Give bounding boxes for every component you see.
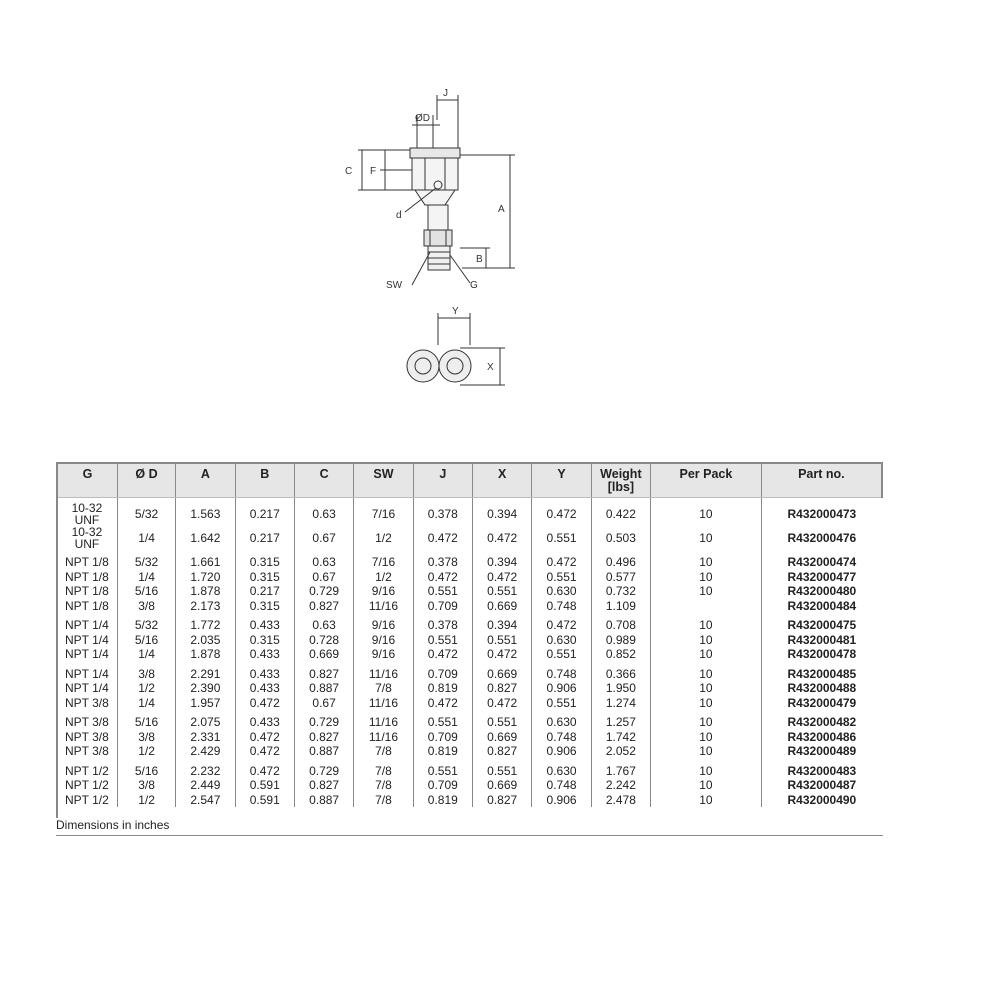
- table-row: [57, 526, 882, 550]
- label-f: F: [370, 166, 377, 177]
- table-row: [57, 570, 882, 585]
- cell-b: 0.472: [235, 759, 294, 779]
- table-row: [57, 759, 882, 779]
- cell-weight: 1.109: [591, 599, 650, 614]
- cell-b: 0.315: [235, 633, 294, 648]
- cell-y: 0.472: [532, 550, 591, 570]
- cell-a: 1.720: [176, 570, 235, 585]
- cell-weight: 0.496: [591, 550, 650, 570]
- label-x: X: [487, 362, 494, 373]
- table-row: [57, 778, 882, 793]
- table-row: [57, 744, 882, 759]
- cell-od: 5/32: [117, 498, 175, 527]
- cell-part-no: R432000477: [761, 570, 882, 585]
- cell-a: 2.390: [176, 681, 235, 696]
- cell-c: 0.827: [294, 599, 353, 614]
- cell-g: NPT 3/8: [65, 744, 109, 758]
- cell-x: 0.827: [473, 793, 532, 808]
- cell-sw: 11/16: [354, 662, 413, 682]
- cell-weight: 2.052: [591, 744, 650, 759]
- label-c: C: [345, 166, 353, 177]
- dimensions-table: [56, 462, 883, 807]
- cell-od: 1/4: [117, 526, 175, 550]
- cell-weight: 0.708: [591, 613, 650, 633]
- cell-per-pack: 10: [651, 744, 762, 759]
- cell-weight: 1.274: [591, 696, 650, 711]
- cell-g: NPT 3/8: [65, 715, 109, 729]
- cell-od: 1/4: [117, 570, 175, 585]
- cell-part-no: R432000475: [761, 613, 882, 633]
- table-row: [57, 662, 882, 682]
- cell-c: 0.827: [294, 778, 353, 793]
- cell-part-no: R432000488: [761, 681, 882, 696]
- table-row: [57, 584, 882, 599]
- table-row: [57, 550, 882, 570]
- cell-b: 0.315: [235, 570, 294, 585]
- cell-j: 0.378: [413, 550, 472, 570]
- cell-sw: 9/16: [354, 584, 413, 599]
- cell-sw: 11/16: [354, 730, 413, 745]
- cell-x: 0.551: [473, 759, 532, 779]
- cell-j: 0.819: [413, 744, 472, 759]
- header-per-pack: Per Pack: [651, 463, 762, 498]
- cell-c: 0.67: [294, 696, 353, 711]
- cell-per-pack: 10: [651, 526, 762, 550]
- cell-weight: 1.950: [591, 681, 650, 696]
- cell-a: 1.661: [176, 550, 235, 570]
- cell-weight: 0.989: [591, 633, 650, 648]
- cell-b: 0.433: [235, 613, 294, 633]
- cell-j: 0.819: [413, 681, 472, 696]
- cell-j: 0.709: [413, 778, 472, 793]
- label-j: J: [443, 88, 448, 99]
- cell-j: 0.709: [413, 599, 472, 614]
- cell-sw: 7/8: [354, 744, 413, 759]
- cell-part-no: R432000473: [761, 498, 882, 527]
- cell-b: 0.433: [235, 710, 294, 730]
- table-row: [57, 599, 882, 614]
- cell-weight: 1.257: [591, 710, 650, 730]
- cell-y: 0.630: [532, 633, 591, 648]
- cell-part-no: R432000486: [761, 730, 882, 745]
- cell-c: 0.887: [294, 744, 353, 759]
- label-g: G: [470, 280, 478, 291]
- cell-per-pack: 10: [651, 550, 762, 570]
- cell-weight: 0.732: [591, 584, 650, 599]
- cell-b: 0.433: [235, 662, 294, 682]
- cell-od: 3/8: [117, 730, 175, 745]
- cell-g: NPT 1/4: [65, 666, 109, 681]
- cell-g: 10-32 UNF: [71, 525, 103, 551]
- cell-j: 0.551: [413, 633, 472, 648]
- cell-g: NPT 3/8: [65, 695, 109, 710]
- cell-per-pack: 10: [651, 681, 762, 696]
- cell-b: 0.591: [235, 793, 294, 808]
- cell-y: 0.748: [532, 778, 591, 793]
- cell-x: 0.551: [473, 633, 532, 648]
- cell-y: 0.630: [532, 759, 591, 779]
- cell-weight: 2.242: [591, 778, 650, 793]
- cell-part-no: R432000489: [761, 744, 882, 759]
- cell-c: 0.669: [294, 647, 353, 662]
- cell-j: 0.472: [413, 570, 472, 585]
- cell-od: 5/32: [117, 550, 175, 570]
- cell-g: NPT 1/8: [65, 569, 109, 584]
- cell-per-pack: 10: [651, 730, 762, 745]
- cell-g: 10-32 UNF: [71, 501, 103, 527]
- fitting-technical-drawing: [330, 85, 530, 395]
- cell-part-no: R432000485: [761, 662, 882, 682]
- cell-sw: 7/8: [354, 759, 413, 779]
- cell-sw: 9/16: [354, 647, 413, 662]
- cell-g: NPT 1/2: [65, 792, 109, 807]
- table-row: [57, 696, 882, 711]
- cell-y: 0.551: [532, 570, 591, 585]
- cell-b: 0.217: [235, 584, 294, 599]
- cell-weight: 0.852: [591, 647, 650, 662]
- cell-weight: 0.503: [591, 526, 650, 550]
- cell-od: 5/32: [117, 613, 175, 633]
- cell-sw: 9/16: [354, 613, 413, 633]
- cell-y: 0.906: [532, 793, 591, 808]
- cell-y: 0.748: [532, 662, 591, 682]
- label-a: A: [498, 204, 505, 215]
- cell-j: 0.472: [413, 526, 472, 550]
- cell-per-pack: 10: [651, 778, 762, 793]
- cell-g: NPT 1/4: [65, 618, 109, 632]
- cell-c: 0.887: [294, 793, 353, 808]
- cell-a: 2.547: [176, 793, 235, 808]
- table-body: [57, 498, 882, 808]
- cell-weight: 0.577: [591, 570, 650, 585]
- cell-x: 0.472: [473, 696, 532, 711]
- cell-y: 0.551: [532, 647, 591, 662]
- header-a: A: [176, 463, 235, 498]
- cell-a: 2.173: [176, 599, 235, 614]
- cell-a: 2.035: [176, 633, 235, 648]
- cell-per-pack: 10: [651, 793, 762, 808]
- cell-x: 0.551: [473, 584, 532, 599]
- cell-y: 0.906: [532, 681, 591, 696]
- cell-x: 0.394: [473, 498, 532, 527]
- table-row: [57, 613, 882, 633]
- cell-g: NPT 1/8: [65, 598, 109, 613]
- cell-b: 0.472: [235, 696, 294, 711]
- cell-sw: 1/2: [354, 526, 413, 550]
- cell-c: 0.827: [294, 662, 353, 682]
- cell-x: 0.394: [473, 613, 532, 633]
- cell-y: 0.906: [532, 744, 591, 759]
- cell-weight: 1.742: [591, 730, 650, 745]
- cell-b: 0.472: [235, 730, 294, 745]
- header-b: B: [235, 463, 294, 498]
- cell-od: 1/2: [117, 681, 175, 696]
- cell-x: 0.472: [473, 570, 532, 585]
- label-d: d: [396, 210, 402, 221]
- header-part-no: Part no.: [761, 463, 882, 498]
- cell-x: 0.827: [473, 744, 532, 759]
- cell-c: 0.729: [294, 710, 353, 730]
- cell-c: 0.63: [294, 498, 353, 527]
- cell-per-pack: [651, 599, 762, 614]
- cell-x: 0.472: [473, 647, 532, 662]
- header-weight: Weight [lbs]: [591, 463, 650, 498]
- cell-g: NPT 1/2: [65, 778, 109, 792]
- cell-sw: 1/2: [354, 570, 413, 585]
- cell-b: 0.315: [235, 550, 294, 570]
- cell-weight: 1.767: [591, 759, 650, 779]
- cell-part-no: R432000484: [761, 599, 882, 614]
- cell-od: 1/2: [117, 793, 175, 808]
- cell-j: 0.709: [413, 662, 472, 682]
- cell-od: 1/2: [117, 744, 175, 759]
- cell-j: 0.551: [413, 710, 472, 730]
- cell-part-no: R432000487: [761, 778, 882, 793]
- cell-x: 0.472: [473, 526, 532, 550]
- cell-part-no: R432000490: [761, 793, 882, 808]
- cell-per-pack: 10: [651, 759, 762, 779]
- cell-a: 1.878: [176, 647, 235, 662]
- cell-part-no: R432000479: [761, 696, 882, 711]
- cell-j: 0.819: [413, 793, 472, 808]
- cell-per-pack: 10: [651, 647, 762, 662]
- cell-b: 0.315: [235, 599, 294, 614]
- cell-per-pack: 10: [651, 710, 762, 730]
- cell-od: 5/16: [117, 710, 175, 730]
- cell-a: 2.291: [176, 662, 235, 682]
- cell-a: 2.331: [176, 730, 235, 745]
- cell-sw: 7/8: [354, 681, 413, 696]
- cell-per-pack: 10: [651, 662, 762, 682]
- cell-od: 1/4: [117, 647, 175, 662]
- cell-od: 3/8: [117, 778, 175, 793]
- footer-note: Dimensions in inches: [56, 818, 170, 832]
- cell-od: 5/16: [117, 759, 175, 779]
- cell-y: 0.551: [532, 526, 591, 550]
- cell-c: 0.728: [294, 633, 353, 648]
- cell-sw: 7/8: [354, 778, 413, 793]
- header-c: C: [294, 463, 353, 498]
- cell-j: 0.709: [413, 730, 472, 745]
- header-g: G: [57, 463, 117, 498]
- cell-j: 0.472: [413, 696, 472, 711]
- table-left-border: [56, 462, 58, 818]
- cell-weight: 0.366: [591, 662, 650, 682]
- cell-b: 0.591: [235, 778, 294, 793]
- table-row: [57, 793, 882, 808]
- cell-od: 5/16: [117, 584, 175, 599]
- cell-g: NPT 1/2: [65, 763, 109, 778]
- cell-b: 0.217: [235, 526, 294, 550]
- cell-y: 0.748: [532, 730, 591, 745]
- cell-per-pack: 10: [651, 570, 762, 585]
- table-row: [57, 681, 882, 696]
- cell-c: 0.887: [294, 681, 353, 696]
- cell-sw: 11/16: [354, 696, 413, 711]
- header-j: J: [413, 463, 472, 498]
- cell-b: 0.472: [235, 744, 294, 759]
- cell-a: 2.429: [176, 744, 235, 759]
- table-header-row: [57, 463, 882, 498]
- cell-per-pack: 10: [651, 613, 762, 633]
- cell-sw: 11/16: [354, 599, 413, 614]
- cell-x: 0.827: [473, 681, 532, 696]
- cell-part-no: R432000474: [761, 550, 882, 570]
- table-row: [57, 710, 882, 730]
- cell-c: 0.67: [294, 526, 353, 550]
- cell-j: 0.472: [413, 647, 472, 662]
- cell-c: 0.729: [294, 584, 353, 599]
- cell-x: 0.394: [473, 550, 532, 570]
- cell-g: NPT 1/4: [65, 647, 109, 661]
- cell-sw: 7/16: [354, 498, 413, 527]
- cell-weight: 0.422: [591, 498, 650, 527]
- cell-od: 5/16: [117, 633, 175, 648]
- cell-a: 1.772: [176, 613, 235, 633]
- cell-y: 0.472: [532, 498, 591, 527]
- cell-per-pack: 10: [651, 584, 762, 599]
- cell-c: 0.827: [294, 730, 353, 745]
- table-row: [57, 498, 882, 527]
- cell-x: 0.551: [473, 710, 532, 730]
- cell-a: 1.878: [176, 584, 235, 599]
- cell-per-pack: 10: [651, 633, 762, 648]
- cell-per-pack: 10: [651, 498, 762, 527]
- cell-g: NPT 1/4: [65, 681, 109, 695]
- table-row: [57, 633, 882, 648]
- cell-c: 0.63: [294, 613, 353, 633]
- cell-b: 0.433: [235, 647, 294, 662]
- header-od: Ø D: [117, 463, 175, 498]
- cell-y: 0.748: [532, 599, 591, 614]
- cell-b: 0.217: [235, 498, 294, 527]
- cell-c: 0.67: [294, 570, 353, 585]
- cell-part-no: R432000478: [761, 647, 882, 662]
- cell-a: 2.075: [176, 710, 235, 730]
- table-row: [57, 647, 882, 662]
- cell-weight: 2.478: [591, 793, 650, 808]
- footer-rule: [56, 835, 883, 836]
- cell-b: 0.433: [235, 681, 294, 696]
- header-x: X: [473, 463, 532, 498]
- cell-x: 0.669: [473, 662, 532, 682]
- label-y: Y: [452, 306, 459, 317]
- cell-g: NPT 1/8: [65, 584, 109, 598]
- cell-od: 3/8: [117, 662, 175, 682]
- cell-y: 0.630: [532, 710, 591, 730]
- cell-g: NPT 1/4: [65, 632, 109, 647]
- cell-sw: 7/16: [354, 550, 413, 570]
- table-row: [57, 730, 882, 745]
- header-sw: SW: [354, 463, 413, 498]
- cell-a: 1.642: [176, 526, 235, 550]
- label-sw: SW: [386, 280, 403, 291]
- cell-y: 0.472: [532, 613, 591, 633]
- label-od: ØD: [415, 113, 430, 124]
- header-y: Y: [532, 463, 591, 498]
- cell-part-no: R432000476: [761, 526, 882, 550]
- cell-j: 0.378: [413, 498, 472, 527]
- cell-part-no: R432000483: [761, 759, 882, 779]
- cell-j: 0.551: [413, 759, 472, 779]
- cell-x: 0.669: [473, 778, 532, 793]
- cell-part-no: R432000480: [761, 584, 882, 599]
- cell-y: 0.551: [532, 696, 591, 711]
- cell-sw: 9/16: [354, 633, 413, 648]
- cell-part-no: R432000481: [761, 633, 882, 648]
- cell-j: 0.551: [413, 584, 472, 599]
- cell-sw: 11/16: [354, 710, 413, 730]
- cell-x: 0.669: [473, 599, 532, 614]
- cell-c: 0.63: [294, 550, 353, 570]
- cell-g: NPT 1/8: [65, 555, 109, 569]
- cell-x: 0.669: [473, 730, 532, 745]
- cell-a: 2.232: [176, 759, 235, 779]
- cell-a: 1.957: [176, 696, 235, 711]
- cell-per-pack: 10: [651, 696, 762, 711]
- cell-od: 1/4: [117, 696, 175, 711]
- cell-c: 0.729: [294, 759, 353, 779]
- cell-a: 2.449: [176, 778, 235, 793]
- cell-y: 0.630: [532, 584, 591, 599]
- cell-part-no: R432000482: [761, 710, 882, 730]
- cell-g: NPT 3/8: [65, 729, 109, 744]
- cell-j: 0.378: [413, 613, 472, 633]
- cell-a: 1.563: [176, 498, 235, 527]
- cell-sw: 7/8: [354, 793, 413, 808]
- cell-od: 3/8: [117, 599, 175, 614]
- label-b: B: [476, 254, 483, 265]
